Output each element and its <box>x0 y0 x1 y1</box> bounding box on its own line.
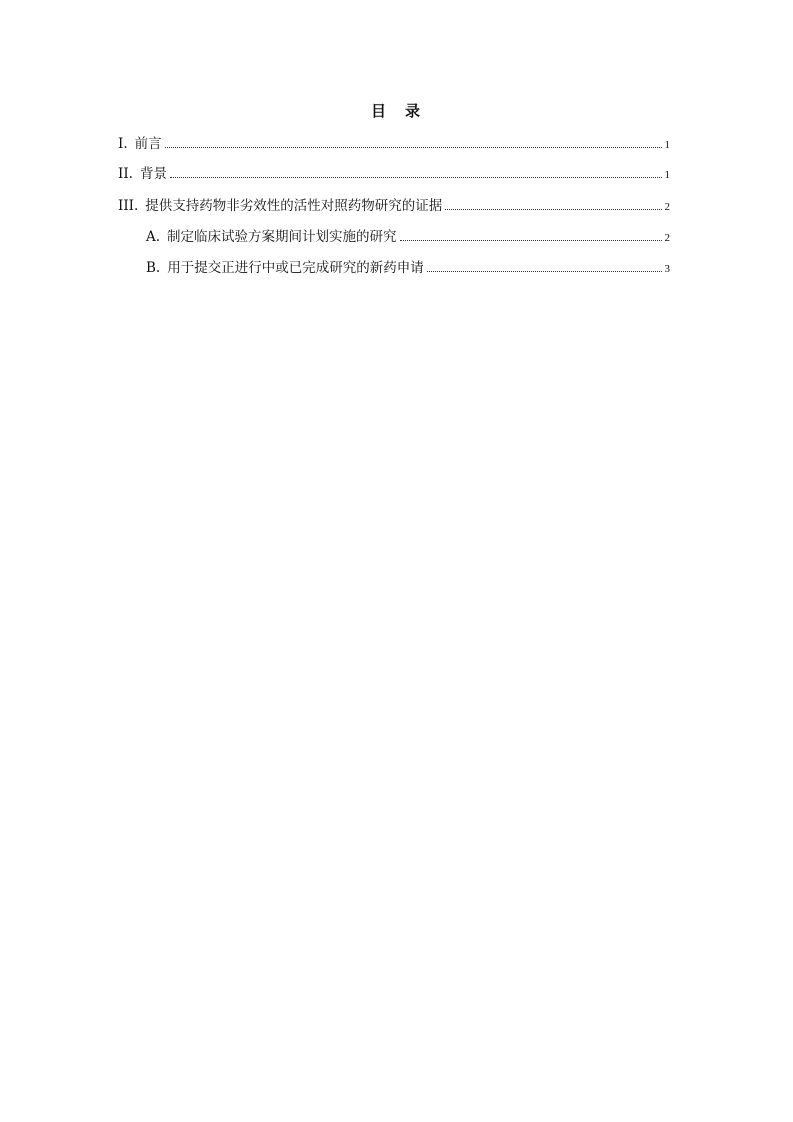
dot-leader <box>427 271 662 272</box>
toc-entry-protocol-studies[interactable] <box>146 227 670 248</box>
dot-leader <box>170 177 662 178</box>
toc-entry-label <box>118 196 442 216</box>
dot-leader <box>445 209 661 210</box>
toc-entry-nda-submission[interactable] <box>146 258 670 279</box>
toc-entry-text: 制定临床试验方案期间计划实施的研究 <box>167 229 397 245</box>
toc-page-number: 1 <box>664 139 670 151</box>
toc-entry-label <box>118 164 167 184</box>
toc-title: 目 录 <box>370 102 422 120</box>
toc-page-number: 2 <box>664 201 670 213</box>
toc-entry-label <box>146 227 397 247</box>
dot-leader <box>165 147 662 148</box>
toc-entry-background[interactable] <box>118 164 670 185</box>
toc-entry-number: B. <box>146 260 161 276</box>
toc-entry-label <box>146 258 424 278</box>
toc-entry-number: II. <box>118 166 133 182</box>
toc-page-number: 2 <box>664 232 670 244</box>
toc-entry-evidence[interactable] <box>118 196 670 217</box>
toc-entry-number: I. <box>118 136 128 152</box>
toc-entry-number: A. <box>146 229 161 245</box>
toc-page-number: 3 <box>664 263 670 275</box>
toc-entry-label <box>118 134 162 154</box>
toc-entry-text: 提供支持药物非劣效性的活性对照药物研究的证据 <box>145 198 443 214</box>
dot-leader <box>400 240 662 241</box>
toc-page-number: 1 <box>664 169 670 181</box>
toc-entry-preface[interactable] <box>118 134 670 155</box>
toc-entry-text: 前言 <box>134 136 162 152</box>
toc-entry-number: III. <box>118 198 139 214</box>
toc-entry-text: 背景 <box>139 166 167 182</box>
toc-entry-text: 用于提交正进行中或已完成研究的新药申请 <box>167 260 424 276</box>
